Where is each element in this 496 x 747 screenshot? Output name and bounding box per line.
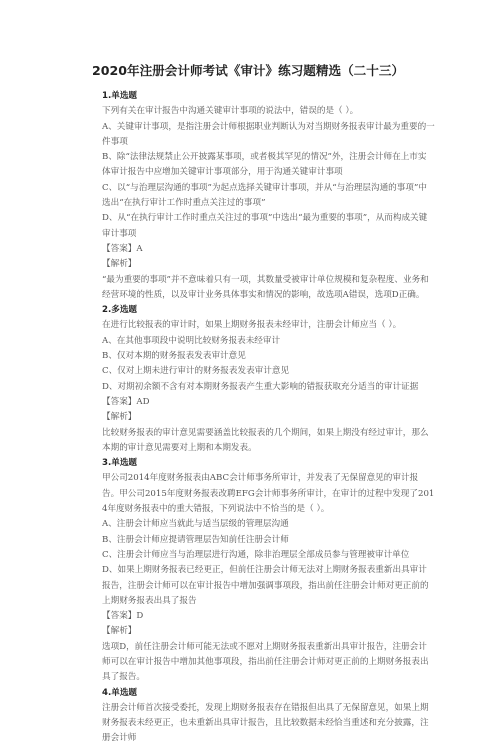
question-block	[102, 89, 435, 303]
analysis-label: 【解析】	[102, 626, 137, 637]
question-block	[102, 456, 435, 685]
option-c: C、注册会计师应当与治理层进行沟通，除非治理层全部成员参与管理被审计单位	[102, 549, 410, 560]
question-heading: 1.单选题	[102, 91, 138, 101]
question-heading: 4.单选题	[102, 687, 138, 698]
analysis-text: “最为重要的事项”并不意味着只有一项，其数量受被审计单位规模和复杂程度、业务和经营环境的性质，以及审计业务具体事实和情况的影响，故选项A错误，选项D正确。	[102, 274, 429, 300]
option-a: A、关键审计事项，是指注册会计师根据职业判断认为对当期财务报表审计最为重要的一件事项	[102, 121, 435, 147]
option-b: B、除“法律法规禁止公开披露某事项，或者极其罕见的情况”外，注册会计师在上市实体审计报告中应增加关键审计事项部分，用于沟通关键审计事项	[102, 152, 427, 178]
answer-line: 【答案】AD	[102, 396, 150, 407]
question-stem: 注册会计师首次接受委托，发现上期财务报表存在错报但出具了无保留意见，如果上期财务报表未经更正，也未重新出具审计报告，且比较数据未经恰当重述和充分披露，注册会计师	[102, 702, 429, 744]
question-stem: 下列有关在审计报告中沟通关键审计事项的说法中，错误的是（ ）。	[102, 106, 359, 117]
question-heading: 2.多选题	[102, 305, 138, 316]
question-stem: 甲公司2014年度财务报表由ABC会计师事务所审计，并发表了无保留意见的审计报告。甲公司2015年度财务报表改聘EFG会计师事务所审计，在审计的过程中发现了2014年度财务报表中的重大错报，下列说法中不恰当的是（ ）。	[102, 473, 435, 515]
option-b: B、仅对本期的财务报表发表审计意见	[102, 351, 246, 362]
analysis-label: 【解析】	[102, 412, 137, 423]
document-body	[102, 89, 435, 747]
answer-line: 【答案】A	[102, 243, 143, 254]
question-stem: 在进行比较报表的审计时，如果上期财务报表未经审计，注册会计师应当（ ）。	[102, 320, 402, 331]
option-d: D、对期初余额不含有对本期财务报表产生重大影响的错报获取充分适当的审计证据	[102, 381, 419, 392]
question-block	[102, 686, 435, 747]
option-c: C、仅对上期未进行审计的财务报表发表审计意见	[102, 366, 290, 377]
analysis-label: 【解析】	[102, 259, 137, 270]
analysis-text: 比较财务报表的审计意见需要涵盖比较报表的几个期间，如果上期没有经过审计，那么本期的审计意见需要对上期和本期发表。	[102, 427, 429, 453]
option-d: D、如果上期财务报表已经更正，但前任注册会计师无法对上期财务报表重新出具审计报告，注册会计师可以在审计报告中增加强调事项段，指出前任注册会计师对更正前的上期财务报表出具了报告	[102, 565, 429, 606]
question-heading: 3.单选题	[102, 458, 138, 469]
option-d: D、从“在执行审计工作时重点关注过的事项”中选出“最为重要的事项”，从而构成关键审计事项	[102, 213, 428, 239]
question-block	[102, 303, 435, 456]
answer-line: 【答案】D	[102, 611, 144, 622]
option-c: C、以“与治理层沟通的事项”为起点选择关键审计事项，并从“与治理层沟通的事项”中选出“在执行审计工作时重点关注过的事项”	[102, 182, 427, 209]
analysis-text: 选项D，前任注册会计师可能无法或不愿对上期财务报表重新出具审计报告，注册会计师可以在审计报告中增加其他事项段，指出前任注册会计师对更正前的上期财务报表出具了报告。	[102, 641, 429, 683]
document-title: 2020年注册会计师考试《审计》练习题精选（二十三）	[91, 63, 405, 78]
option-a: A、注册会计师应当就此与适当层级的管理层沟通	[102, 519, 289, 530]
option-a: A、在其他事项段中说明比较财务报表未经审计	[102, 335, 281, 346]
option-b: B、注册会计师应提请管理层告知前任注册会计师	[102, 534, 289, 545]
